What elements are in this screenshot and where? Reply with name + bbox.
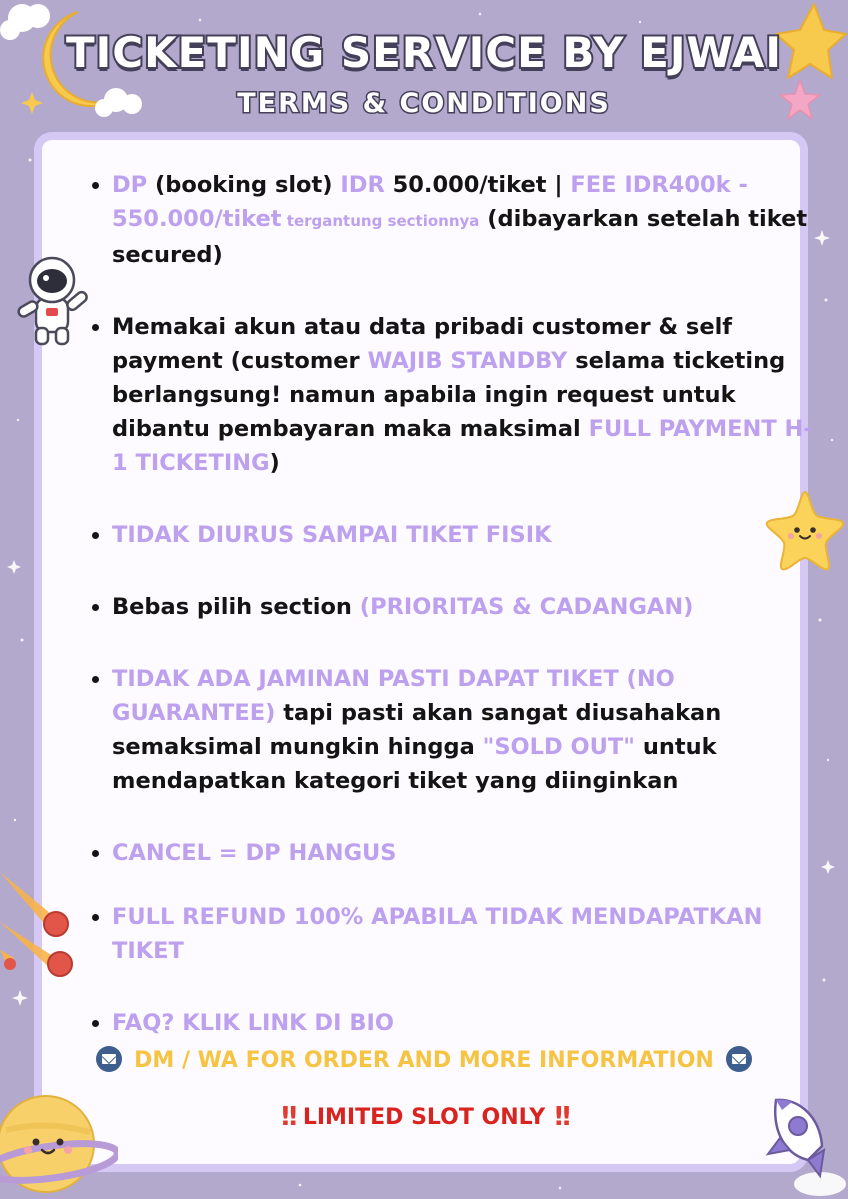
term-text: (dibayarkan setelah tiket secured) — [112, 206, 808, 268]
terms-list — [86, 168, 817, 1078]
term-text: tapi pasti akan sangat diusahakan semaksimal mungkin hingga — [112, 700, 722, 760]
term-item-faq[interactable] — [112, 1006, 817, 1040]
term-item-dp — [112, 168, 817, 272]
rocket-icon — [760, 1088, 848, 1199]
term-text: FULL REFUND 100% APABILA TIDAK MENDAPATKAN TIKET — [112, 904, 763, 964]
term-text: ) — [269, 450, 280, 476]
term-text: FULL PAYMENT H-1 TICKETING — [112, 416, 813, 476]
faq-link-text[interactable]: FAQ? KLIK LINK DI BIO — [112, 1010, 394, 1036]
term-text: TIDAK ADA JAMINAN PASTI DAPAT TIKET (NO GUARANTEE) — [112, 666, 675, 726]
limited-slot-text: LIMITED SLOT ONLY — [302, 1105, 546, 1130]
term-text: selama ticketing berlangsung! namun apabila ingin request untuk dibantu pembayaran maka maksimal — [112, 348, 786, 442]
term-text: (booking slot) — [147, 172, 341, 198]
term-item-section — [112, 590, 817, 624]
term-text: FEE IDR — [570, 172, 669, 198]
astronaut-icon — [6, 248, 98, 348]
term-item-account — [112, 310, 817, 480]
term-text: TIDAK DIURUS SAMPAI TIKET FISIK — [112, 522, 552, 548]
term-item-cancel — [112, 836, 817, 870]
term-text: DP — [112, 172, 148, 198]
term-text: untuk mendapatkan kategori tiket yang diinginkan — [112, 734, 717, 794]
term-text: tergantung sectionnya — [281, 212, 480, 230]
planet-icon — [0, 1080, 118, 1199]
term-text: 400k - 550.000/tiket — [112, 172, 748, 232]
term-item-refund — [112, 900, 817, 968]
term-text: Bebas pilih section — [112, 594, 360, 620]
term-text: Memakai akun atau data pribadi customer & self payment (customer — [112, 314, 733, 374]
meteor-icon — [0, 862, 84, 980]
term-text: IDR — [340, 172, 385, 198]
term-item-physical-ticket — [112, 518, 817, 552]
double-exclamation-icon: !! — [279, 1102, 296, 1132]
term-text: 50.000/tiket | — [384, 172, 571, 198]
term-text: WAJIB STANDBY — [367, 348, 568, 374]
contact-line — [0, 1046, 848, 1073]
double-exclamation-icon: !! — [552, 1102, 569, 1132]
envelope-icon — [726, 1046, 752, 1072]
term-text: "SOLD OUT" — [482, 734, 635, 760]
envelope-icon — [96, 1046, 122, 1072]
term-text: CANCEL = DP HANGUS — [112, 840, 397, 866]
contact-text: DM / WA FOR ORDER AND MORE INFORMATION — [134, 1048, 714, 1073]
page-title: TICKETING SERVICE BY EJWAI — [65, 28, 783, 77]
term-text: (PRIORITAS & CADANGAN) — [359, 594, 694, 620]
term-item-guarantee — [112, 662, 817, 798]
page-subtitle: TERMS & CONDITIONS — [237, 88, 611, 119]
limited-slot-line — [0, 1102, 848, 1132]
